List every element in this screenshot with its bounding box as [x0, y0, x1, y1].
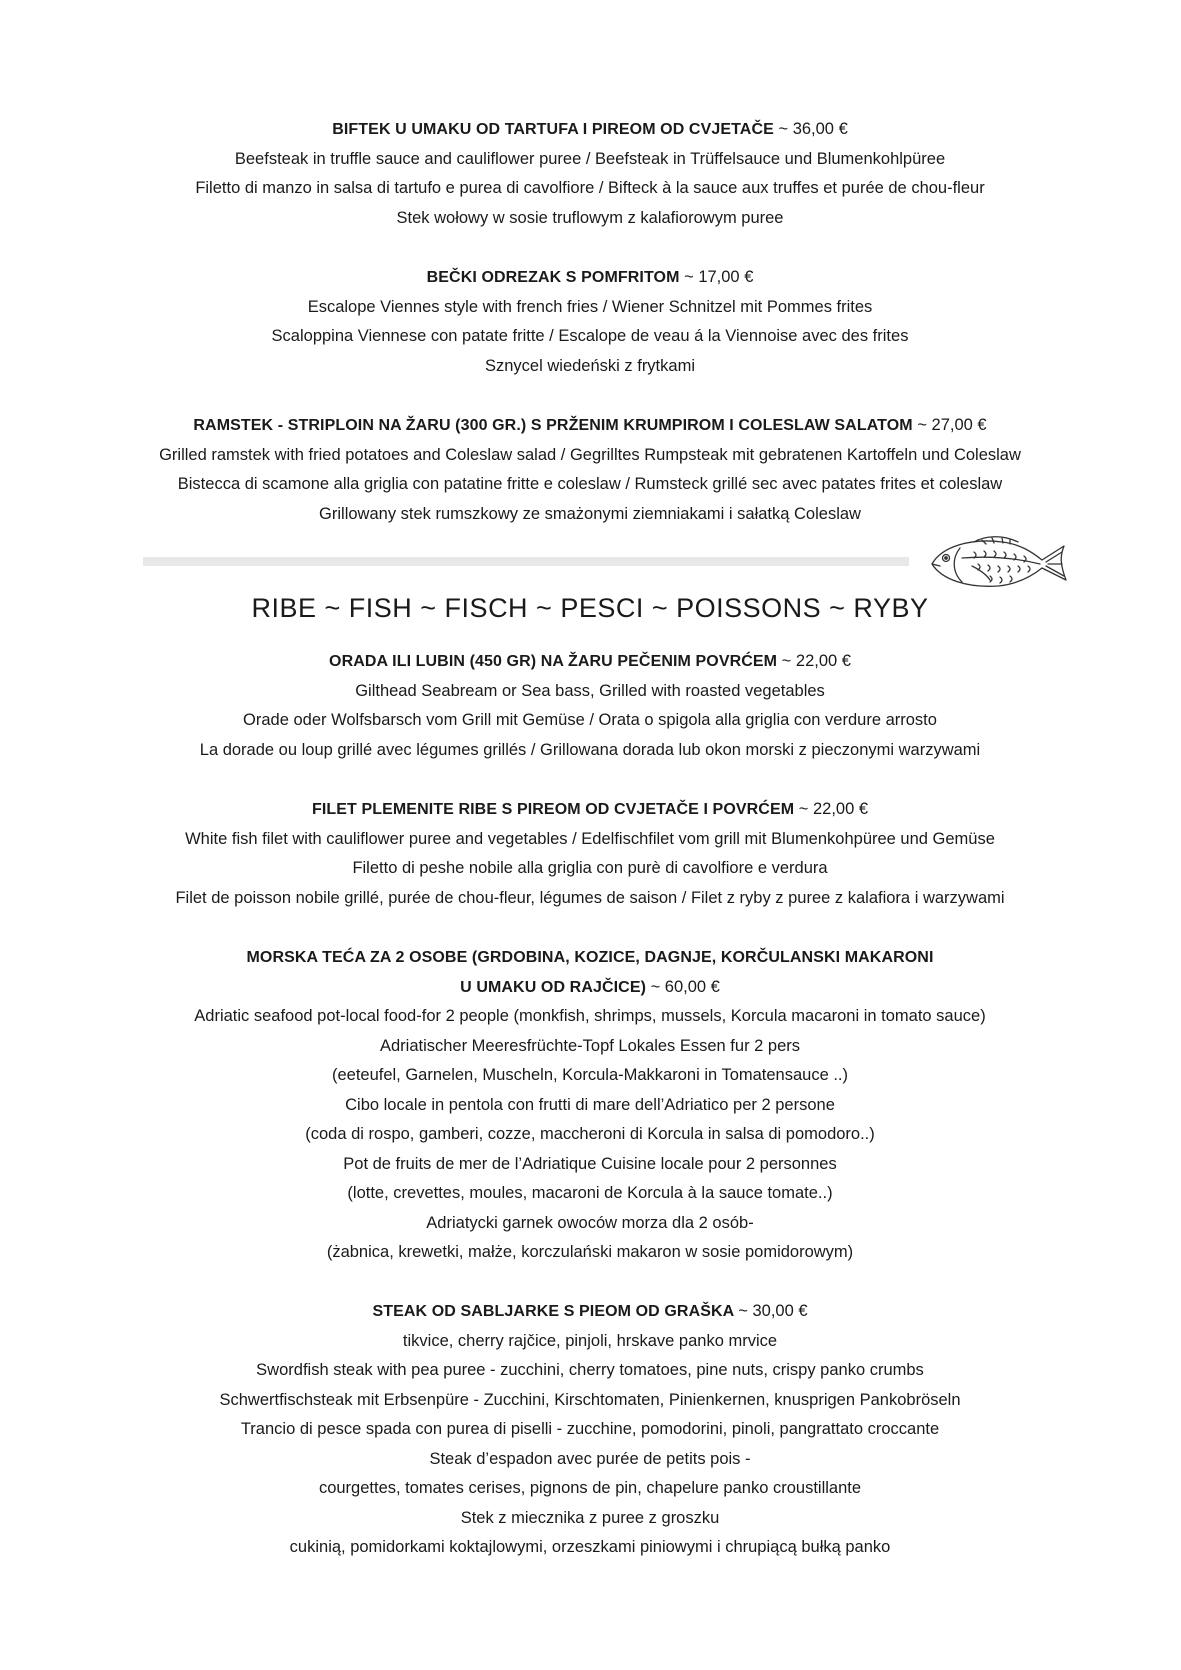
dish-filet: [90, 795, 1090, 913]
section-divider: [143, 557, 909, 566]
dish-description: Filet de poisson nobile grillé, purée de chou-fleur, légumes de saison / Filet z ryby z puree z kalafiora i warzywami: [175, 888, 1005, 907]
dish-description: cukinią, pomidorkami koktajlowymi, orzeszkami piniowymi i chrupiącą bułką panko: [289, 1538, 891, 1556]
dish-orada: [90, 647, 1090, 765]
dish-description: Grilled ramstek with fried potatoes and Coleslaw salad / Gegrilltes Rumpsteak mit gebratenen Kartoffeln und Coleslaw: [159, 445, 1021, 464]
dish-biftek: [90, 115, 1090, 233]
dish-description: Stek wołowy w sosie truflowym z kalafiorowym puree: [396, 208, 784, 227]
dish-description: Steak d’espadon avec purée de petits pois -: [429, 1449, 751, 1468]
dish-title-line: [90, 973, 1090, 1003]
dish-description: (coda di rospo, gamberi, cozze, maccheroni di Korcula in salsa di pomodoro..): [305, 1125, 875, 1143]
dish-morska-teca: [90, 943, 1090, 1268]
dish-title-line: [90, 647, 1090, 677]
dish-title: MORSKA TEĆA ZA 2 OSOBE (GRDOBINA, KOZICE, DAGNJE, KORČULANSKI MAKARONI: [246, 949, 934, 966]
dish-title: BEČKI ODREZAK S POMFRITOM: [426, 269, 680, 286]
dish-becki-odrezak: [90, 263, 1090, 381]
dish-description: Bistecca di scamone alla griglia con patatine fritte e coleslaw / Rumsteck grillé sec avec patates frites et coleslaw: [177, 475, 1003, 493]
dish-description: Escalope Viennes style with french fries / Wiener Schnitzel mit Pommes frites: [307, 297, 873, 316]
dish-description: Gilthead Seabream or Sea bass, Grilled with roasted vegetables: [355, 681, 825, 700]
fish-icon: [928, 534, 1074, 592]
dish-price: ~ 30,00 €: [738, 1302, 808, 1320]
dish-description: Pot de fruits de mer de l’Adriatique Cuisine locale pour 2 personnes: [343, 1154, 837, 1173]
dish-title-line: [90, 115, 1090, 145]
dish-title-line: [90, 795, 1090, 825]
dish-description: (eeteufel, Garnelen, Muscheln, Korcula-Makkaroni in Tomatensauce ..): [331, 1066, 849, 1084]
dish-price: ~ 17,00 €: [684, 268, 754, 286]
dish-ramstek: [90, 411, 1090, 529]
dish-description: Adriatic seafood pot-local food-for 2 people (monkfish, shrimps, mussels, Korcula macaroni in tomato sauce): [194, 1007, 986, 1025]
dish-price: ~ 36,00 €: [778, 120, 848, 138]
dish-title: FILET PLEMENITE RIBE S PIREOM OD CVJETAČE I POVRĆEM: [311, 801, 795, 818]
dish-price: ~ 22,00 €: [781, 652, 851, 670]
dish-price: ~ 27,00 €: [917, 416, 987, 434]
dish-title-line: [90, 263, 1090, 293]
dish-price: ~ 60,00 €: [650, 977, 720, 996]
dish-title: RAMSTEK - STRIPLOIN NA ŽARU (300 GR.) S PRŽENIM KRUMPIROM I COLESLAW SALATOM: [193, 417, 913, 434]
dish-price: ~ 22,00 €: [798, 800, 869, 818]
dish-description: La dorade ou loup grillé avec légumes grillés / Grillowana dorada lub okon morski z pieczonymi warzywami: [199, 740, 981, 759]
dish-description: (lotte, crevettes, moules, macaroni de Korcula à la sauce tomate..): [347, 1184, 833, 1202]
dish-title: BIFTEK U UMAKU OD TARTUFA I PIREOM OD CVJETAČE: [332, 121, 774, 138]
dish-sabljarka: [90, 1297, 1090, 1563]
dish-description: Cibo locale in pentola con frutti di mare dell’Adriatico per 2 persone: [345, 1095, 835, 1114]
dish-description: White fish filet with cauliflower puree and vegetables / Edelfischfilet vom grill mit Blumenkohpüree und Gemüse: [185, 829, 995, 848]
dish-title-line: [90, 411, 1090, 441]
dish-description: Adriatischer Meeresfrüchte-Topf Lokales Essen fur 2 pers: [379, 1036, 801, 1055]
dish-title-line: [90, 1297, 1090, 1327]
dish-description: Stek z miecznika z puree z groszku: [460, 1508, 720, 1527]
dish-description: Orade oder Wolfsbarsch vom Grill mit Gemüse / Orata o spigola alla griglia con verdure arrosto: [243, 711, 937, 729]
dish-description: Beefsteak in truffle sauce and cauliflower puree / Beefsteak in Trüffelsauce und Blumenkohlpüree: [234, 149, 946, 168]
dish-title-continued: U UMAKU OD RAJČICE): [460, 978, 651, 996]
dish-description: courgettes, tomates cerises, pignons de pin, chapelure panko croustillante: [318, 1479, 862, 1497]
dish-description: Sznycel wiedeński z frytkami: [485, 356, 695, 375]
dish-description: Grillowany stek rumszkowy ze smażonymi ziemniakami i sałatką Coleslaw: [319, 504, 861, 523]
dish-description: Filetto di manzo in salsa di tartufo e purea di cavolfiore / Bifteck à la sauce aux truffes et purée de chou-fleur: [195, 179, 985, 197]
dish-title: ORADA ILI LUBIN (450 GR) NA ŽARU PEČENIM POVRĆEM: [329, 653, 782, 670]
dish-description: Scaloppina Viennese con patate fritte / Escalope de veau á la Viennoise avec des frites: [271, 327, 909, 345]
dish-description: Adriatycki garnek owoców morza dla 2 osób-: [426, 1213, 754, 1232]
dish-description: (żabnica, krewetki, małże, korczulański makaron w sosie pomidorowym): [326, 1243, 854, 1261]
dish-description: Trancio di pesce spada con purea di piselli - zucchine, pomodorini, pinoli, pangrattato croccante: [240, 1420, 940, 1438]
dish-title: STEAK OD SABLJARKE S PIEOM OD GRAŠKA: [372, 1303, 739, 1320]
dish-description: Schwertfischsteak mit Erbsenpüre - Zucchini, Kirschtomaten, Pinienkernen, knusprigen Pankobröseln: [219, 1390, 961, 1409]
fish-section-title: RIBE ~ FISH ~ FISCH ~ PESCI ~ POISSONS ~ RYBY: [251, 593, 929, 623]
dish-description: Filetto di peshe nobile alla griglia con purè di cavolfiore e verdura: [352, 859, 828, 877]
dish-description: Swordfish steak with pea puree - zucchini, cherry tomatoes, pine nuts, crispy panko crumbs: [256, 1361, 924, 1379]
dish-description: tikvice, cherry rajčice, pinjoli, hrskave panko mrvice: [402, 1331, 778, 1350]
